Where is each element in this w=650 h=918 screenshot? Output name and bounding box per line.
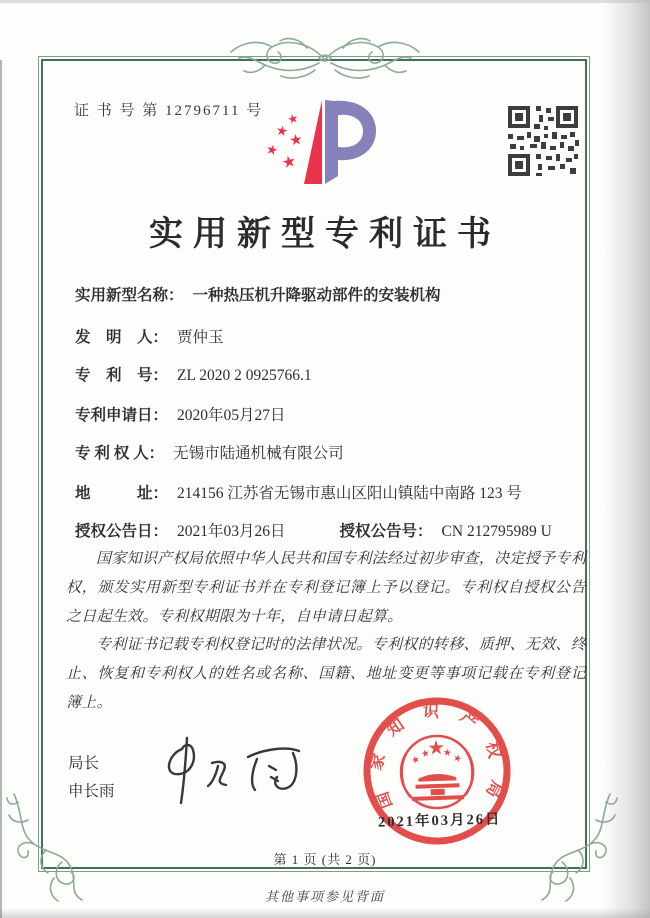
field-value: 2020年05月27日 — [177, 407, 286, 424]
top-scroll-ornament-icon — [215, 30, 435, 88]
field-patent-number — [75, 363, 312, 385]
scan-shadow-top — [0, 0, 650, 3]
handwritten-signature-icon — [152, 733, 332, 811]
field-value: CN 212795989 U — [441, 523, 552, 540]
field-filing-date — [75, 403, 286, 425]
field-grant-info — [75, 519, 552, 541]
field-value: 贾仲玉 — [177, 329, 224, 346]
field-value: 无锡市陆通机械有限公司 — [173, 445, 344, 462]
field-address — [75, 481, 522, 503]
field-label: 专利申请日： — [75, 407, 169, 424]
field-label: 实用新型名称： — [75, 287, 184, 304]
svg-text:国家知识产权局 — [363, 698, 511, 822]
field-utility-model-name — [75, 283, 441, 305]
seal-date: 2021年03月26日 — [377, 811, 502, 831]
certificate-number: 证 书 号 第 12796711 号 — [74, 103, 264, 119]
field-label: 地 址： — [75, 485, 169, 502]
reverse-side-note: 其他事项参见背面 — [264, 889, 385, 904]
certificate-title: 实用新型专利证书 — [149, 216, 501, 253]
signer-name: 申长雨 — [68, 783, 115, 800]
cnipa-logo-icon — [252, 96, 402, 202]
legal-paragraph-2: 专利证书记载专利权登记时的法律状况。专利权的转移、质押、无效、终止、恢复和专利权人的姓名或名称、国籍、地址变更等事项记载在专利登记簿上。 — [66, 637, 586, 711]
legal-text — [66, 545, 586, 718]
field-value: 一种热压机升降驱动部件的安装机构 — [192, 287, 441, 304]
page-number: 第 1 页 (共 2 页) — [273, 852, 377, 867]
field-inventor — [75, 325, 224, 347]
field-value: ZL 2020 2 0925766.1 — [177, 367, 312, 384]
field-label: 专 利 号： — [75, 367, 169, 384]
scan-shadow-bottom — [0, 908, 650, 918]
field-value: 2021年03月26日 — [177, 523, 286, 540]
field-patentee — [75, 441, 344, 463]
field-label: 授权公告日： — [75, 523, 169, 540]
qr-code-icon — [506, 104, 580, 178]
legal-paragraph-1: 国家知识产权局依照中华人民共和国专利法经过初步审查，决定授予专利权，颁发实用新型专利证书并在专利登记簿上予以登记。专利权自授权公告之日起生效。专利权期限为十年，自申请日起算。 — [66, 551, 586, 625]
field-label: 专 利 权 人： — [75, 445, 165, 462]
scan-shadow-right — [602, 0, 650, 918]
field-label: 发 明 人： — [75, 329, 169, 346]
field-label: 授权公告号： — [339, 523, 433, 540]
scan-edge-left — [0, 60, 2, 918]
field-value: 214156 江苏省无锡市惠山区阳山镇陆中南路 123 号 — [177, 485, 522, 502]
seal-agency-text: 国家知识产权局 — [365, 701, 509, 818]
signer-title: 局长 — [68, 755, 100, 772]
